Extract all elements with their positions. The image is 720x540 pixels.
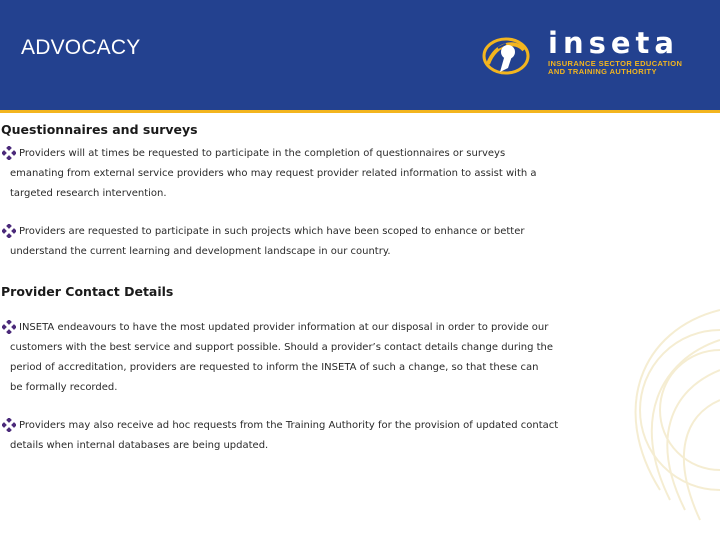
bullet-line: be formally recorded.: [10, 382, 118, 393]
section-heading: Questionnaires and surveys: [1, 122, 198, 137]
bullet-line: understand the current learning and development landscape in our country.: [10, 246, 391, 257]
bullet-line: emanating from external service providers who may request provider related information to assist with a: [10, 168, 537, 179]
logo-tagline: [548, 60, 682, 76]
diamond-bullet-icon: [2, 224, 16, 238]
logo-tagline-line1: INSURANCE SECTOR EDUCATION: [548, 59, 683, 68]
diamond-bullet-icon: [2, 418, 16, 432]
bullet-line: INSETA endeavours to have the most updated provider information at our disposal in order to provide our: [19, 322, 549, 333]
bullet-item: [0, 222, 720, 262]
bullet-line: period of accreditation, providers are requested to inform the INSETA of such a change, so that these can: [10, 362, 539, 373]
bullet-line: Providers will at times be requested to participate in the completion of questionnaires or surveys: [19, 148, 506, 159]
slide-title: ADVOCACY: [21, 36, 141, 59]
bullet-item: [0, 144, 720, 204]
logo-tagline-line2: AND TRAINING AUTHORITY: [548, 67, 657, 76]
header-divider: [0, 110, 720, 113]
bullet-line: customers with the best service and support possible. Should a provider’s contact details change during the: [10, 342, 554, 353]
section-questionnaires: [0, 120, 720, 262]
inseta-logo: [478, 28, 718, 84]
bullet-line: targeted research intervention.: [10, 188, 167, 199]
bullet-line: Providers are requested to participate in such projects which have been scoped to enhance or better: [19, 226, 525, 237]
diamond-bullet-icon: [2, 320, 16, 334]
bullet-line: Providers may also receive ad hoc requests from the Training Authority for the provision of updated contact: [19, 420, 559, 431]
bullet-item: [0, 416, 720, 456]
bullet-line: details when internal databases are being updated.: [10, 440, 269, 451]
logo-wordmark: inseta: [548, 26, 679, 60]
header-bar: [0, 0, 720, 110]
inseta-logo-icon: [478, 28, 534, 84]
bullet-item: [0, 318, 720, 398]
section-provider-contact: [0, 282, 720, 456]
diamond-bullet-icon: [2, 146, 16, 160]
slide-content: [0, 118, 720, 456]
section-heading: Provider Contact Details: [1, 284, 174, 299]
